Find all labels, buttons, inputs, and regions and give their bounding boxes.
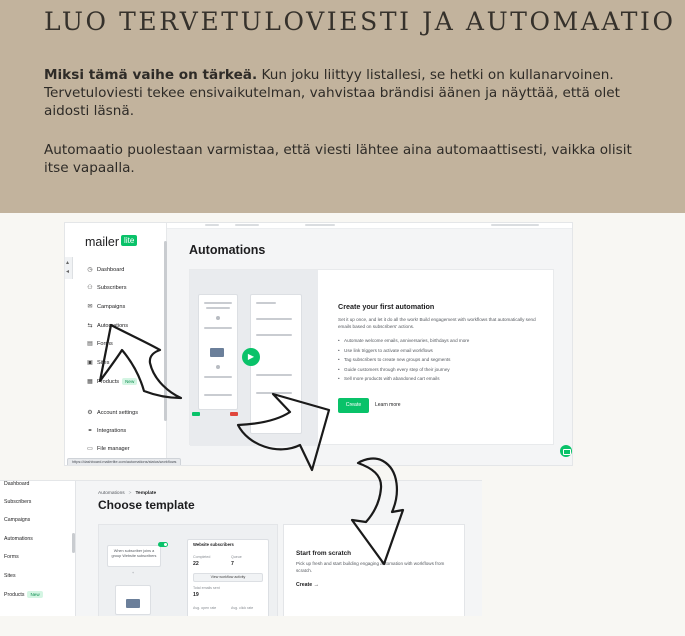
choose-template-heading: Choose template [98,498,195,512]
file-icon: ▭ [87,446,93,452]
users-icon: ⚇ [87,285,93,291]
completed-value: 22 [193,561,199,567]
collapse-handle[interactable] [65,257,73,279]
page-title: LUO TERVETULOVIESTI JA AUTOMAATIO [44,7,676,36]
automation-paragraph: Automaatio puolestaan varmistaa, että viesti lähtee aina automaattisesti, vaikka olisit itse vapaalla. [44,142,632,176]
breadcrumb [98,491,156,496]
trigger-text: When subscriber joins a group Website subscribers [111,549,157,558]
logo-badge: lite [121,235,137,246]
sidebar-item-label: Forms [4,554,19,560]
chevron-up-icon: ▴ [66,260,70,266]
settings-column [250,294,302,434]
stats-title: Website subscribers [193,542,234,547]
automations-heading: Automations [189,243,266,257]
sidebar-item-automations[interactable] [4,536,33,542]
sidebar-item-sites[interactable] [4,573,16,579]
breadcrumb-automations[interactable]: Automations [98,491,125,496]
list-item: • Automate welcome emails, anniversaries, birthdays and more [338,336,548,346]
settings-line [256,334,292,336]
mail-icon: ✉ [87,304,93,310]
settings-line [256,318,292,320]
email-thumbnail [126,599,140,608]
card-title: Create your first automation [338,302,435,311]
intro-section [0,0,685,213]
sidebar-item-label: Forms [97,340,113,347]
start-from-scratch-card[interactable] [283,524,465,616]
forms-icon: ▤ [87,341,93,347]
plus-icon: + [132,571,135,575]
play-video-icon[interactable]: ▶ [242,348,260,366]
settings-line [256,302,276,304]
total-emails-label: Total emails sent [193,586,220,590]
sidebar-item-sites[interactable] [86,359,109,366]
automations-screenshot [64,222,573,466]
link-preview-url: https://dashboard.mailerlite.com/automations/status/workflows [67,458,181,466]
sidebar-item-forms[interactable] [86,340,113,347]
sidebar-item-products[interactable] [86,378,137,385]
sidebar-item-label: Dashboard [4,481,30,487]
automation-icon: ⇆ [87,323,93,329]
sidebar [65,223,167,466]
sidebar-item-label: Products [97,378,120,385]
clock-icon: ◷ [87,267,93,273]
sidebar-item-integrations[interactable] [86,427,126,434]
list-item: • Guide customers through every step of their journey [338,365,548,375]
intro-paragraph [44,66,654,120]
red-marker [230,412,238,416]
topbar-item [491,224,539,226]
scratch-title: Start from scratch [296,550,352,557]
breadcrumb-separator-icon: > [128,491,132,496]
choose-template-screenshot [0,480,482,616]
sidebar-item-label: Integrations [97,427,127,434]
green-marker [192,412,200,416]
logo-text: mailer [85,235,120,249]
chat-bubble-icon[interactable] [560,445,572,457]
sidebar-scrollbar[interactable] [72,533,75,553]
sidebar-item-label: File manager [97,445,130,452]
sidebar-item-label: Automations [4,536,33,542]
workflow-line [204,327,232,329]
create-automation-button[interactable]: Create [338,398,369,413]
learn-more-link[interactable]: Learn more [375,402,401,408]
avg-click-label: Avg. click rate [231,606,254,610]
settings-line [256,374,292,376]
sidebar-item-campaigns[interactable] [4,517,30,523]
view-activity-button[interactable]: View workflow activity [193,573,263,582]
scratch-create-link[interactable]: Create → [296,582,319,588]
list-item: • Sell more products with abandoned cart emails [338,374,548,384]
sidebar-item-automations[interactable] [86,322,128,329]
sidebar-item-subscribers[interactable] [86,284,127,291]
sidebar-item-label: Dashboard [97,266,125,273]
sidebar-item-file-manager[interactable] [86,445,130,452]
workflow-line [204,376,232,378]
sidebar-item-label: Sites [97,359,110,366]
completed-label: Completed [193,555,211,559]
sidebar-item-campaigns[interactable] [86,303,125,310]
email-thumbnail [210,348,224,357]
template-preview-card[interactable] [98,524,278,616]
card-description: Set it up once, and let it do all the work! Build engagement with workflows that automatically send emails based on subscribers' actions. [338,317,536,329]
sidebar-item-account-settings[interactable] [86,409,138,416]
sidebar-item-label: Subscribers [4,499,32,505]
workflow-preview-image [190,270,318,446]
topbar-item [235,224,259,226]
sidebar-item-dashboard[interactable] [86,266,124,273]
settings-line [256,392,292,394]
workflow-line [206,307,230,309]
sidebar-item-label: Campaigns [97,303,126,310]
sidebar-item-label: Campaigns [4,517,31,523]
mailerlite-logo[interactable] [85,235,137,249]
first-automation-card [189,269,554,445]
scratch-description: Pick up fresh and start building engaging automation with workflows from scratch. [296,561,445,573]
workflow-toggle[interactable] [158,542,168,547]
sidebar-item-label: Products [4,591,25,598]
workflow-node [216,365,220,369]
queue-label: Queue [231,555,242,559]
queue-value: 7 [231,561,234,567]
intro-lead-text: Kun joku liittyy listallesi, se hetki on kullanarvoinen. Tervetuloviesti tekee ensivaikutelman, vahvistaa brändisi äänen ja näyttää, että olet aidosti läsnä. [44,67,620,119]
total-emails-value: 19 [193,592,199,598]
workflow-node [216,316,220,320]
sites-icon: ▣ [87,360,93,366]
breadcrumb-template: Template [135,491,157,496]
workflow-line [204,394,232,396]
workflow-line [204,302,232,304]
sidebar-item-dashboard[interactable] [4,481,29,487]
products-icon: ▦ [87,379,93,385]
sidebar-item-subscribers[interactable] [4,499,31,505]
link-icon: ⚭ [87,428,93,434]
sidebar-item-label: Automations [97,322,129,329]
sidebar-item-label: Subscribers [97,284,127,291]
topbar-item [205,224,219,226]
new-badge: New [27,591,42,598]
topbar-item [305,224,335,226]
gear-icon: ⚙ [87,410,93,416]
chevron-left-icon: ◂ [66,269,70,275]
list-item: • Use link triggers to activate email workflows [338,346,548,356]
sidebar-item-products[interactable] [4,591,43,598]
sidebar-item-forms[interactable] [4,554,19,560]
sidebar [0,481,76,616]
sidebar-item-label: Account settings [97,409,139,416]
list-item: • Tag subscribers to create new groups and segments [338,355,548,365]
sidebar-scrollbar[interactable] [164,241,167,421]
new-badge: New [122,378,137,385]
intro-lead-bold: Miksi tämä vaihe on tärkeä. [44,67,258,83]
feature-list [338,336,548,384]
avg-open-label: Avg. open rate [193,606,217,610]
sidebar-item-label: Sites [4,573,16,579]
